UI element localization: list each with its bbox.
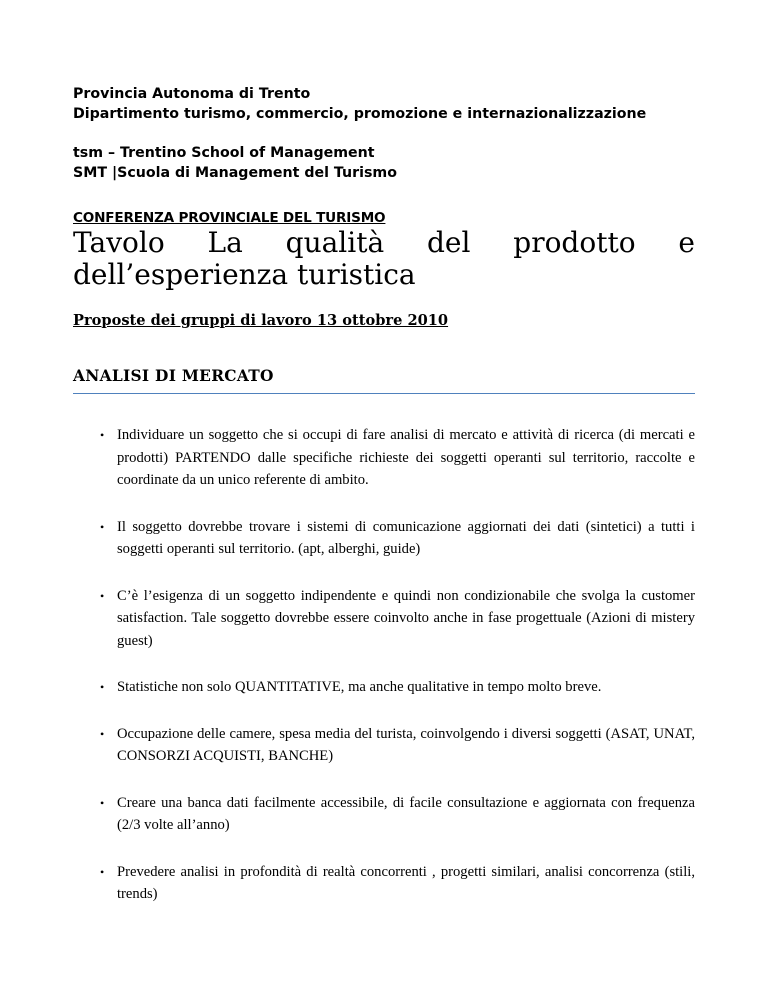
list-item-text: Statistiche non solo QUANTITATIVE, ma anche qualitative in tempo molto breve. — [117, 679, 602, 695]
bullet-icon: • — [100, 680, 105, 694]
document-page — [73, 84, 695, 930]
list-item — [73, 792, 695, 837]
list-item — [73, 861, 695, 906]
list-item-text: Il soggetto dovrebbe trovare i sistemi di comunicazione aggiornati dei dati (sintetici) a tutti i soggetti operanti sul territorio. (apt, alberghi, guide) — [117, 518, 695, 557]
document-subtitle: Proposte dei gruppi di lavoro 13 ottobre 2010 — [73, 312, 449, 329]
org-line-school: tsm – Trentino School of Management — [73, 145, 375, 161]
list-item — [73, 424, 695, 492]
list-item — [73, 723, 695, 768]
list-item-text: Creare una banca dati facilmente accessibile, di facile consultazione e aggiornata con frequenza (2/3 volte all’anno) — [117, 794, 695, 833]
bullet-icon: • — [100, 519, 105, 534]
title-word: qualità — [285, 226, 385, 259]
proposal-list — [73, 424, 695, 906]
section-heading: ANALISI DI MERCATO — [73, 365, 695, 394]
list-item — [73, 585, 695, 653]
conference-heading: CONFERENZA PROVINCIALE DEL TURISMO — [73, 210, 386, 226]
title-word: Tavolo — [73, 226, 165, 259]
organization-header — [73, 84, 695, 124]
bullet-icon: • — [100, 726, 105, 741]
org-line-province: Provincia Autonoma di Trento — [73, 86, 311, 102]
bullet-icon: • — [100, 588, 105, 603]
list-item-text: Individuare un soggetto che si occupi di fare analisi di mercato e attività di ricerca (di mercati e prodotti) PARTENDO dalle specifiche richieste dei soggetti operanti sul territorio, raccolte e coordinate da un unico referente di ambito. — [117, 427, 695, 488]
bullet-icon: • — [100, 428, 105, 442]
list-item-text: Occupazione delle camere, spesa media del turista, coinvolgendo i diversi soggetti (ASAT, UNAT, CONSORZI ACQUISTI, BANCHE) — [117, 725, 695, 764]
list-item-text: C’è l’esigenza di un soggetto indipendente e quindi non condizionabile che svolga la customer satisfaction. Tale soggetto dovrebbe essere coinvolto anche in fase progettuale (Azioni di mistery guest) — [117, 587, 695, 649]
document-title — [73, 227, 695, 291]
title-word: prodotto — [513, 226, 636, 259]
title-word: del — [426, 226, 471, 259]
list-item-text: Prevedere analisi in profondità di realtà concorrenti , progetti similari, analisi concorrenza (stili, trends) — [117, 863, 695, 902]
title-word: La — [207, 226, 243, 259]
title-word: e — [678, 226, 695, 259]
bullet-icon: • — [100, 864, 105, 879]
title-line-1 — [73, 227, 695, 259]
org-line-department: Dipartimento turismo, commercio, promozione e internazionalizzazione — [73, 106, 647, 122]
title-line-2: dell’esperienza turistica — [73, 258, 416, 291]
school-header — [73, 143, 695, 183]
list-item — [73, 516, 695, 561]
org-line-smt: SMT |Scuola di Management del Turismo — [73, 165, 397, 181]
list-item — [73, 676, 695, 699]
bullet-icon: • — [100, 795, 105, 810]
